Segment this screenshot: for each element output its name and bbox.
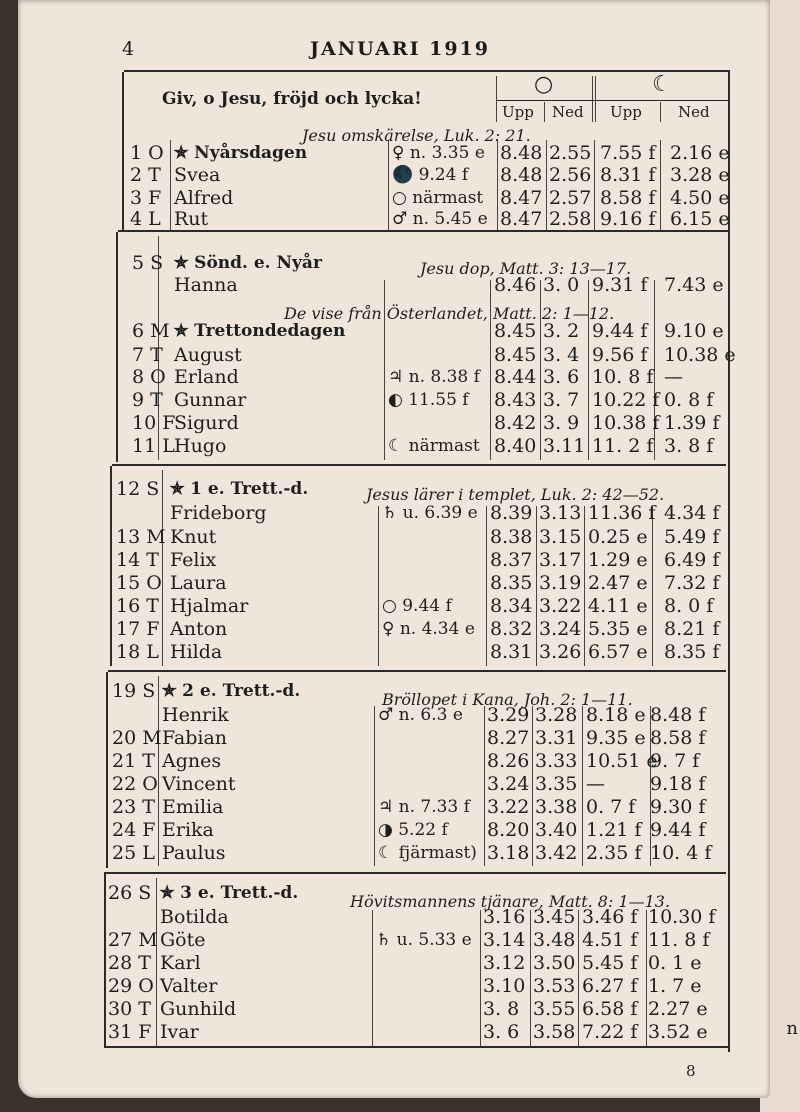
day-name: Alfred	[174, 187, 234, 209]
day-name: Sigurd	[174, 412, 239, 434]
moonrise: 5.35 e	[588, 618, 648, 640]
astro-note: ○ 9.44 f	[382, 596, 452, 616]
moonrise: 8.31 f	[600, 164, 656, 186]
moonrise: 10.22 f	[592, 389, 660, 411]
sunrise: 8.38	[490, 526, 533, 548]
moonrise: 0. 7 f	[586, 796, 636, 818]
moonrise: 0.25 e	[588, 526, 648, 548]
sunset: 3.11	[543, 435, 586, 457]
sunrise: 8.34	[490, 595, 533, 617]
day-label: 16 T	[116, 595, 159, 617]
sunset: 3.22	[539, 595, 582, 617]
sunset: 3. 0	[543, 274, 580, 296]
day-label: 27 M	[108, 929, 158, 951]
day-name: Henrik	[162, 704, 229, 726]
sermon-reference: Jesu omskärelse, Luk. 2: 21.	[302, 126, 531, 145]
moonset: 0. 8 f	[664, 389, 714, 411]
moonrise: 7.22 f	[582, 1021, 638, 1043]
day-label: 14 T	[116, 549, 159, 571]
day-label: 28 T	[108, 952, 151, 974]
week-rule-2	[112, 464, 726, 466]
header-sun-up: Upp	[502, 103, 534, 121]
sunset: 3. 9	[543, 412, 580, 434]
day-label: 7 T	[132, 344, 163, 366]
sunset: 3.48	[533, 929, 576, 951]
sermon-reference: Jesus lärer i templet, Luk. 2: 42—52.	[366, 485, 665, 504]
moonset: 4.34 f	[664, 502, 720, 524]
sunset: 2.55	[549, 142, 592, 164]
moonrise: 9.56 f	[592, 344, 648, 366]
day-name: Vincent	[162, 773, 236, 795]
sunrise: 8.20	[487, 819, 530, 841]
sunset: 3.55	[533, 998, 576, 1020]
page-number: 4	[122, 38, 135, 60]
moonset: 1. 7 e	[648, 975, 702, 997]
sermon-reference: Bröllopet i Kana, Joh. 2: 1—11.	[382, 690, 633, 709]
day-name: ✯ Nyårsdagen	[174, 143, 308, 163]
day-name: Hilda	[170, 641, 223, 663]
sunset: 2.56	[549, 164, 592, 186]
sunset: 3.40	[535, 819, 578, 841]
moonset: 1.39 f	[664, 412, 720, 434]
day-label: 1 O	[130, 142, 164, 164]
sunset: 3. 2	[543, 320, 580, 342]
moonset: —	[664, 366, 683, 388]
week-rule-3	[108, 670, 726, 672]
day-name: Rut	[174, 208, 209, 230]
week-rule-1	[118, 230, 730, 232]
day-label: 3 F	[130, 187, 162, 209]
day-name: Paulus	[162, 842, 226, 864]
day-label: 23 T	[112, 796, 155, 818]
sunrise: 8.45	[494, 320, 537, 342]
day-name: ✯ 2 e. Trett.-d.	[162, 681, 301, 701]
sunrise: 3.29	[487, 704, 530, 726]
sun-symbol: ○	[534, 72, 554, 97]
day-label: 25 L	[112, 842, 155, 864]
astro-note: ♂ n. 6.3 e	[378, 705, 463, 725]
day-name: Gunnar	[174, 389, 247, 411]
day-name: Erland	[174, 366, 239, 388]
sunrise: 3. 8	[483, 998, 520, 1020]
day-name: ✯ Sönd. e. Nyår	[174, 253, 322, 273]
sunset: 3.28	[535, 704, 578, 726]
sunrise: 8.46	[494, 274, 537, 296]
day-name: ✯ 3 e. Trett.-d.	[160, 883, 299, 903]
sunset: 3.15	[539, 526, 582, 548]
sunset: 3.24	[539, 618, 582, 640]
sunrise: 3.12	[483, 952, 526, 974]
sunrise: 8.48	[500, 142, 543, 164]
table-left-rule-1	[122, 72, 124, 230]
sunrise: 8.37	[490, 549, 533, 571]
sunset: 3.38	[535, 796, 578, 818]
sunrise: 3.18	[487, 842, 530, 864]
astro-note: ☾ närmast	[388, 436, 480, 456]
day-name: Valter	[160, 975, 218, 997]
day-name: ✯ 1 e. Trett.-d.	[170, 479, 309, 499]
day-label: 5 S	[132, 252, 164, 274]
sunrise: 8.26	[487, 750, 530, 772]
moonrise: 9.16 f	[600, 208, 656, 230]
header-divider-2	[592, 76, 593, 122]
day-label: 8 O	[132, 366, 166, 388]
col-rule-moon	[594, 140, 595, 230]
day-label: 26 S	[108, 882, 152, 904]
moonrise: 10. 8 f	[592, 366, 654, 388]
footer-number: 8	[686, 1062, 696, 1080]
moonrise: 4.11 e	[588, 595, 648, 617]
sunrise: 8.27	[487, 727, 530, 749]
col-rule-moon-5	[578, 910, 579, 1046]
sunrise: 8.43	[494, 389, 537, 411]
moonset: 11. 8 f	[648, 929, 710, 951]
moonset: 6.15 e	[670, 208, 730, 230]
moonset: 3.52 e	[648, 1021, 708, 1043]
astro-note: ♄ u. 6.39 e	[382, 503, 478, 523]
col-rule-day-3	[162, 470, 163, 666]
day-name: Anton	[170, 618, 228, 640]
astro-note: ♂ n. 5.45 e	[392, 209, 488, 229]
sunset: 3. 7	[543, 389, 580, 411]
day-name: Karl	[160, 952, 201, 974]
moonrise: 1.21 f	[586, 819, 642, 841]
day-name: Fabian	[162, 727, 228, 749]
moonrise: 9.35 e	[586, 727, 646, 749]
table-left-rule-5	[104, 874, 106, 1048]
moonrise: 3.46 f	[582, 906, 638, 928]
moonset: 4.50 e	[670, 187, 730, 209]
page-title: JANUARI 1919	[310, 38, 490, 60]
astro-note: 🌑 9.24 f	[392, 165, 469, 185]
day-name: ✯ Trettondedagen	[174, 321, 346, 341]
astro-note: ♃ n. 7.33 f	[378, 797, 470, 817]
col-rule-astro-3	[378, 506, 379, 666]
moonset: 10. 4 f	[650, 842, 712, 864]
astro-note: ♀ n. 4.34 e	[382, 619, 475, 639]
moonset: 6.49 f	[664, 549, 720, 571]
sunset: 3.31	[535, 727, 578, 749]
moonset: 3.28 e	[670, 164, 730, 186]
sunset: 3. 4	[543, 344, 580, 366]
day-name: Botilda	[160, 906, 229, 928]
day-name: Agnes	[162, 750, 222, 772]
moonrise: 10.38 f	[592, 412, 660, 434]
table-top-rule	[124, 70, 730, 72]
day-label: 29 O	[108, 975, 154, 997]
col-rule-sunset-5	[530, 910, 531, 1046]
moonset: 10.38 e	[664, 344, 736, 366]
moonset: 8.21 f	[664, 618, 720, 640]
day-label: 15 O	[116, 572, 162, 594]
moonset: 5.49 f	[664, 526, 720, 548]
astro-note: ♃ n. 8.38 f	[388, 367, 480, 387]
moonrise: 11. 2 f	[592, 435, 654, 457]
day-label: 10 F	[132, 412, 176, 434]
sunset: 3. 6	[543, 366, 580, 388]
moonset: 9. 7 f	[650, 750, 700, 772]
moonrise: 8.58 f	[600, 187, 656, 209]
sunset: 3.53	[533, 975, 576, 997]
sunrise: 3.14	[483, 929, 526, 951]
day-name: Felix	[170, 549, 217, 571]
moonrise: 8.18 e	[586, 704, 646, 726]
day-name: Ivar	[160, 1021, 199, 1043]
header-moon-split	[660, 102, 661, 122]
astro-note: ◐ 11.55 f	[388, 390, 469, 410]
sunset: 3.17	[539, 549, 582, 571]
moonrise: 6.27 f	[582, 975, 638, 997]
day-name: Laura	[170, 572, 227, 594]
astro-note: ♀ n. 3.35 e	[392, 143, 485, 163]
sunrise: 3.22	[487, 796, 530, 818]
sunrise: 8.48	[500, 164, 543, 186]
moonrise: 9.31 f	[592, 274, 648, 296]
sunset: 2.58	[549, 208, 592, 230]
moonset: 7.32 f	[664, 572, 720, 594]
moonrise: 9.44 f	[592, 320, 648, 342]
day-name: Gunhild	[160, 998, 237, 1020]
col-rule-day	[170, 140, 171, 230]
moonset: 8.35 f	[664, 641, 720, 663]
sunrise: 8.42	[494, 412, 537, 434]
col-rule-astro	[388, 140, 389, 230]
day-label: 30 T	[108, 998, 151, 1020]
moonset: 8. 0 f	[664, 595, 714, 617]
day-name: Hanna	[174, 274, 238, 296]
day-label: 17 F	[116, 618, 160, 640]
day-label: 6 M	[132, 320, 170, 342]
moonset: 9.30 f	[650, 796, 706, 818]
col-rule-moonset	[660, 140, 661, 230]
sunrise: 8.44	[494, 366, 537, 388]
col-rule-moon-3	[584, 506, 585, 666]
day-name: Emilia	[162, 796, 224, 818]
sermon-reference: De vise från Österlandet, Matt. 2: 1—12.	[284, 304, 615, 323]
moonset: 8.48 f	[650, 704, 706, 726]
moonrise: 6.57 e	[588, 641, 648, 663]
header-divider-3	[595, 76, 596, 122]
sunrise: 8.45	[494, 344, 537, 366]
col-rule-sun-3	[486, 506, 487, 666]
sunrise: 8.32	[490, 618, 533, 640]
moonrise: 2.47 e	[588, 572, 648, 594]
moonset: 9.44 f	[650, 819, 706, 841]
moonset: 2.16 e	[670, 142, 730, 164]
sunrise: 8.40	[494, 435, 537, 457]
sunrise: 8.47	[500, 208, 543, 230]
day-name: Knut	[170, 526, 217, 548]
col-rule-moonset-3	[652, 506, 653, 666]
moonrise: 5.45 f	[582, 952, 638, 974]
moon-symbol: ☾	[652, 72, 672, 97]
day-name: Svea	[174, 164, 221, 186]
sunrise: 3.16	[483, 906, 526, 928]
day-label: 19 S	[112, 680, 156, 702]
moonset: 10.30 f	[648, 906, 716, 928]
day-label: 22 O	[112, 773, 158, 795]
table-left-rule-3	[110, 466, 112, 666]
motto: Giv, o Jesu, fröjd och lycka!	[162, 89, 422, 109]
col-rule-sun-5	[480, 910, 481, 1046]
col-rule-moonset-5	[646, 910, 647, 1046]
day-name: Hjalmar	[170, 595, 249, 617]
moonset: 2.27 e	[648, 998, 708, 1020]
sunset: 3.45	[533, 906, 576, 928]
sermon-reference: Jesu dop, Matt. 3: 13—17.	[420, 259, 632, 278]
week-rule-4	[104, 872, 726, 874]
sunset: 3.35	[535, 773, 578, 795]
table-left-rule-4	[106, 672, 108, 868]
sunrise: 8.35	[490, 572, 533, 594]
sunset: 3.33	[535, 750, 578, 772]
header-sun-split	[544, 102, 545, 122]
col-rule-day-4	[158, 676, 159, 866]
sunrise: 8.47	[500, 187, 543, 209]
col-rule-moon-4	[582, 706, 583, 866]
day-label: 20 M	[112, 727, 162, 749]
moonset: 3. 8 f	[664, 435, 714, 457]
table-left-rule-2	[116, 232, 118, 462]
day-label: 9 T	[132, 389, 163, 411]
day-label: 18 L	[116, 641, 159, 663]
header-divider-1	[496, 76, 497, 122]
moonrise: 11.36 f	[588, 502, 656, 524]
day-label: 21 T	[112, 750, 155, 772]
col-rule-astro-5	[372, 910, 373, 1046]
day-name: Göte	[160, 929, 206, 951]
table-bottom-rule	[104, 1046, 728, 1048]
col-rule-astro-4	[374, 706, 375, 866]
day-label: 24 F	[112, 819, 156, 841]
sunrise: 3. 6	[483, 1021, 520, 1043]
sunset: 2.57	[549, 187, 592, 209]
day-label: 11 L	[132, 435, 175, 457]
col-rule-sun	[497, 140, 498, 230]
sunrise: 8.31	[490, 641, 533, 663]
header-moon-up: Upp	[610, 103, 642, 121]
moonrise: 7.55 f	[600, 142, 656, 164]
day-label: 4 L	[130, 208, 161, 230]
day-name: Frideborg	[170, 502, 267, 524]
day-name: Erika	[162, 819, 214, 841]
day-name: August	[174, 344, 242, 366]
moonrise: 6.58 f	[582, 998, 638, 1020]
moonset: 9.18 f	[650, 773, 706, 795]
sunset: 3.42	[535, 842, 578, 864]
sunset: 3.50	[533, 952, 576, 974]
col-rule-sunset-4	[532, 706, 533, 866]
astro-note: ◑ 5.22 f	[378, 820, 448, 840]
col-rule-sunset-3	[536, 506, 537, 666]
col-rule-sunset	[546, 140, 547, 230]
sunset: 3.58	[533, 1021, 576, 1043]
header-moon-down: Ned	[678, 103, 710, 121]
col-rule-day-5	[156, 878, 157, 1046]
sunrise: 3.10	[483, 975, 526, 997]
adjacent-page-glyph: n	[786, 1018, 798, 1039]
col-rule-sun-4	[484, 706, 485, 866]
moonset: 9.10 e	[664, 320, 724, 342]
sunrise: 3.24	[487, 773, 530, 795]
moonrise: 1.29 e	[588, 549, 648, 571]
moonrise: —	[586, 773, 605, 795]
day-label: 2 T	[130, 164, 161, 186]
moonrise: 10.51 e	[586, 750, 658, 772]
sermon-reference: Hövitsmannens tjänare, Matt. 8: 1—13.	[350, 892, 671, 911]
moonset: 8.58 f	[650, 727, 706, 749]
moonrise: 4.51 f	[582, 929, 638, 951]
astro-note: ○ närmast	[392, 188, 484, 208]
sunset: 3.13	[539, 502, 582, 524]
day-label: 13 M	[116, 526, 166, 548]
astro-note: ♄ u. 5.33 e	[376, 930, 472, 950]
moonrise: 2.35 f	[586, 842, 642, 864]
sunrise: 8.39	[490, 502, 533, 524]
sunset: 3.26	[539, 641, 582, 663]
astro-note: ☾ fjärmast)	[378, 843, 477, 863]
sunset: 3.19	[539, 572, 582, 594]
day-name: Hugo	[174, 435, 227, 457]
header-sun-down: Ned	[552, 103, 584, 121]
moonset: 7.43 e	[664, 274, 724, 296]
day-label: 12 S	[116, 478, 160, 500]
moonset: 0. 1 e	[648, 952, 702, 974]
day-label: 31 F	[108, 1021, 152, 1043]
